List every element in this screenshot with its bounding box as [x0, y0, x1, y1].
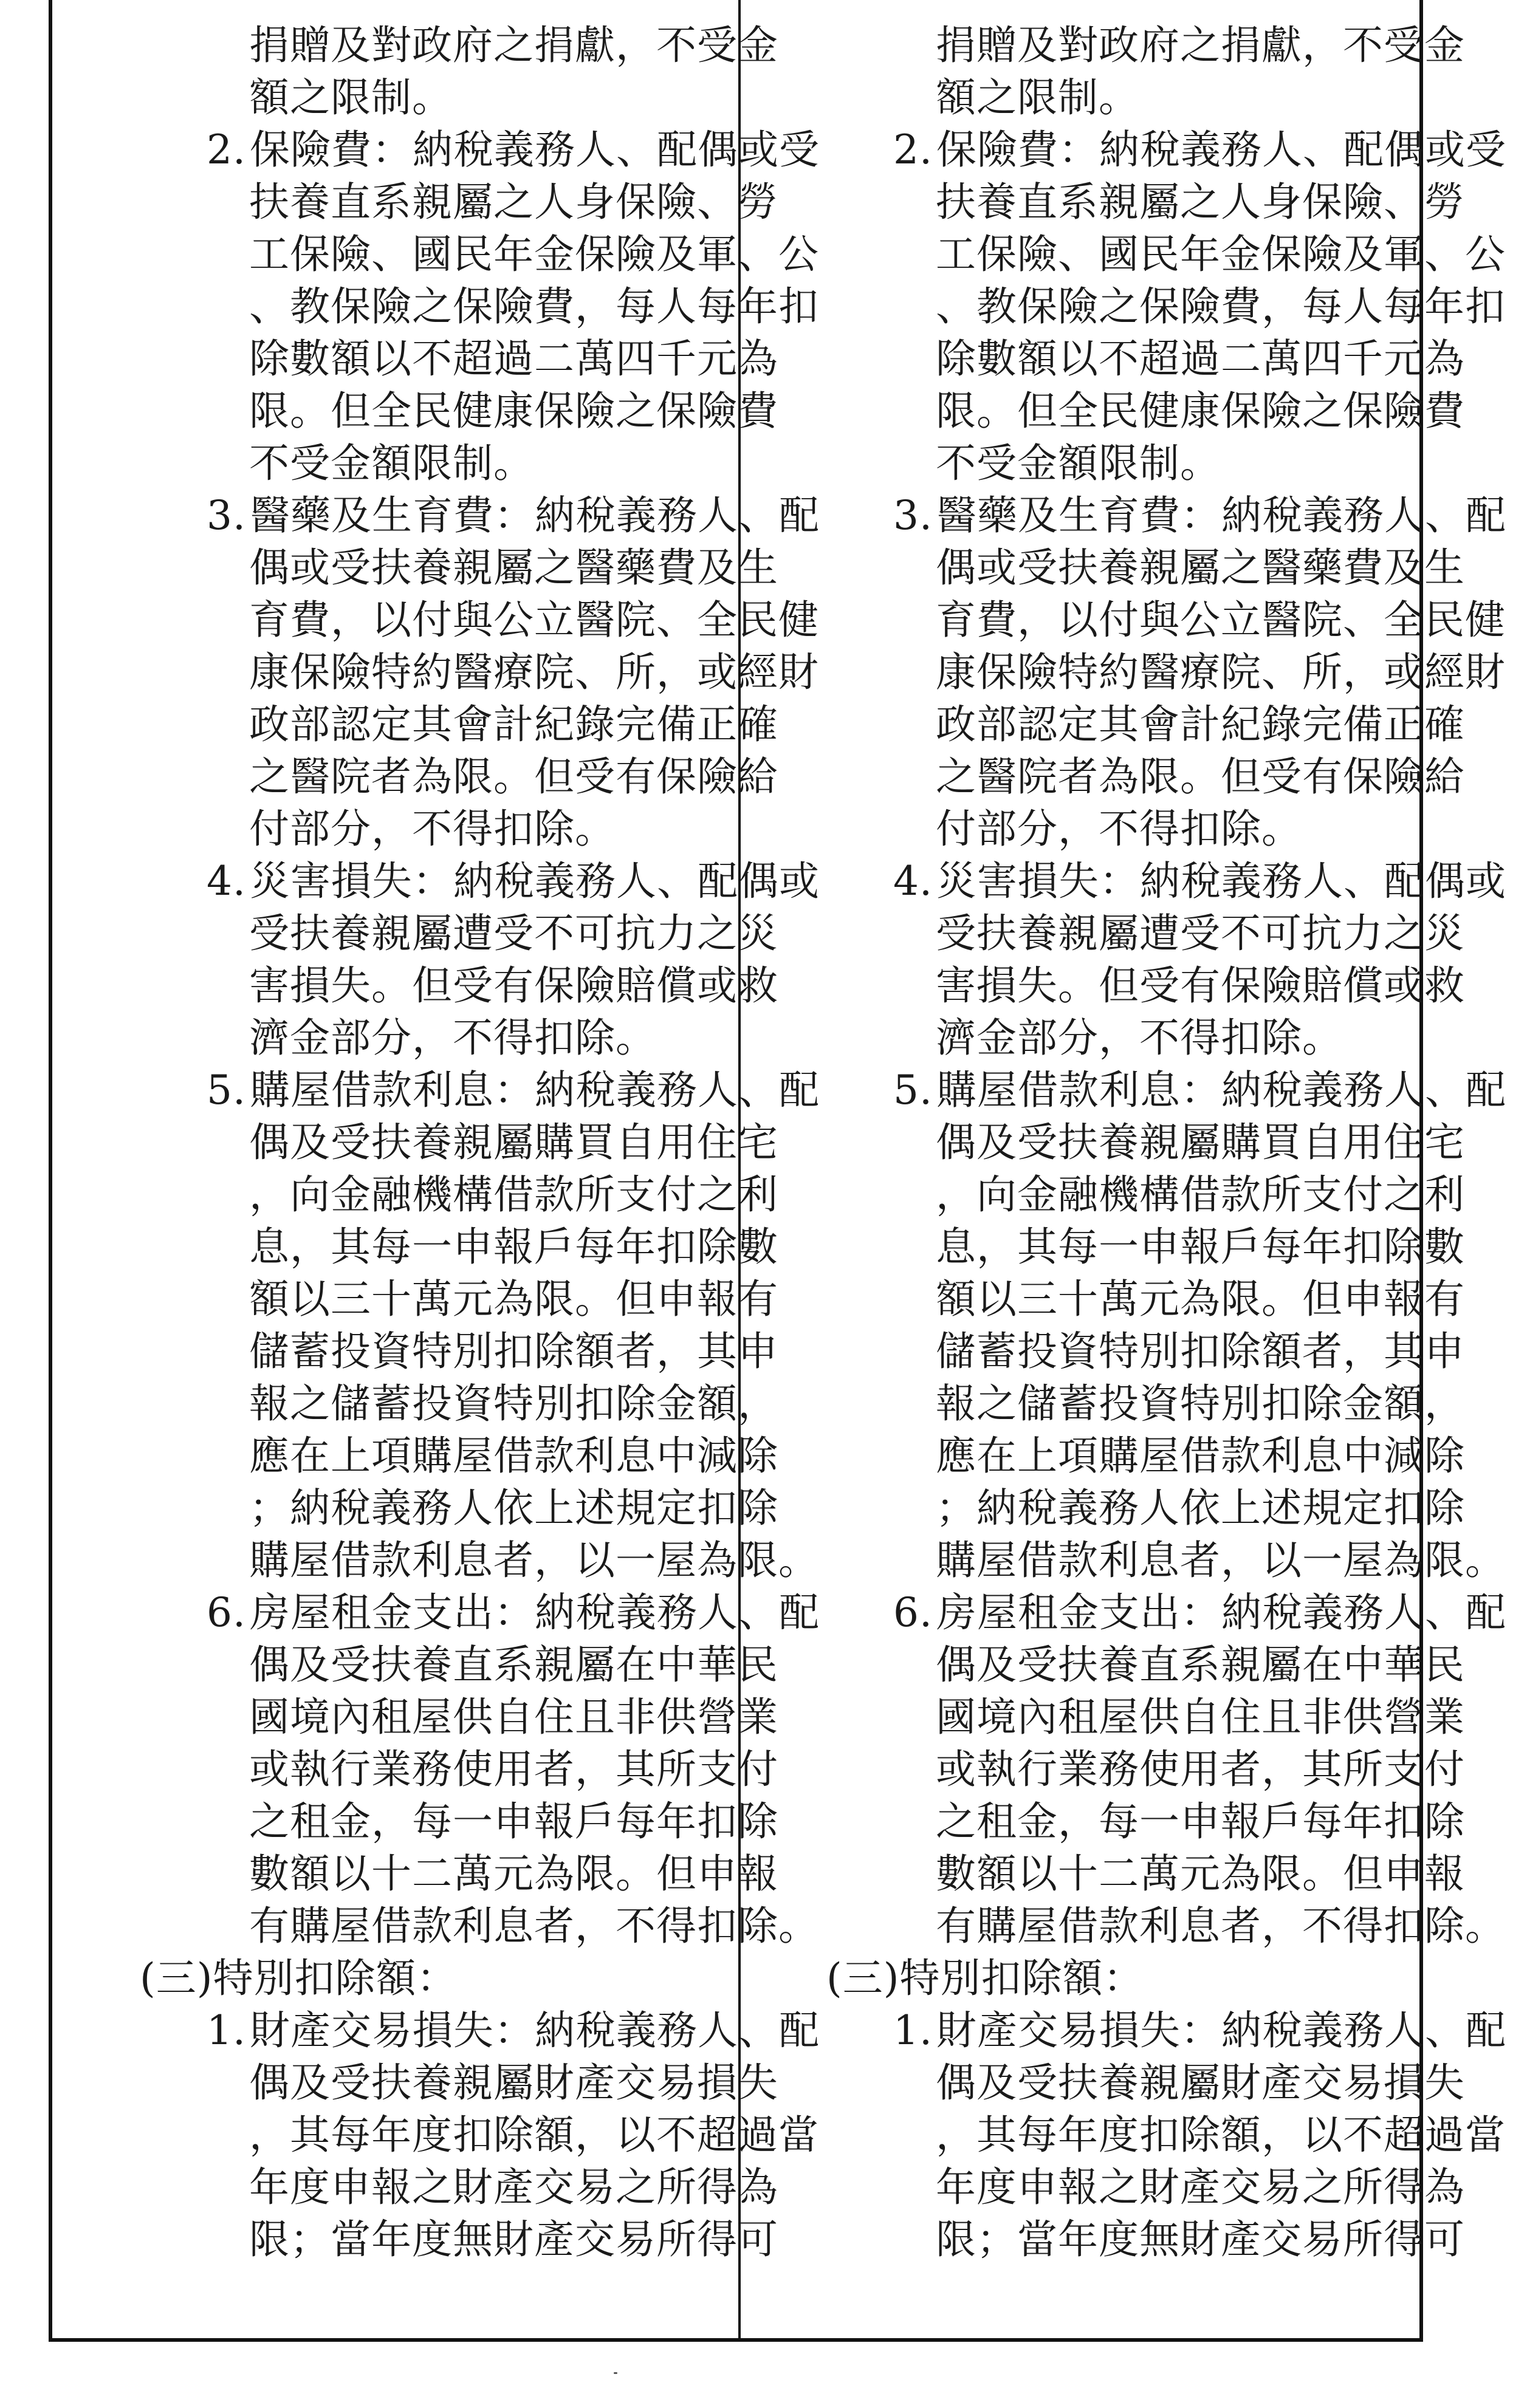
- list-item-start: [890, 2005, 1506, 2057]
- text-line: 有購屋借款利息者，不得扣除。: [249, 1903, 819, 1949]
- text-line: 或執行業務使用者，其所支付: [936, 1746, 1465, 1793]
- item-number: 1.: [893, 2007, 933, 2054]
- text-line: 不受金額限制。: [249, 440, 534, 487]
- text-line: 育費，以付與公立醫院、全民健: [936, 597, 1506, 643]
- text-line: 付部分，不得扣除。: [936, 806, 1302, 852]
- text-line: ，向金融機構借款所支付之利: [936, 1171, 1465, 1218]
- text-line: 工保險、國民年金保險及軍、公: [936, 231, 1506, 278]
- item-number: 5.: [893, 1067, 933, 1113]
- list-item-start: [204, 1587, 820, 1639]
- list-item-start: [890, 1064, 1506, 1117]
- text-line: 除數額以不超過二萬四千元為: [249, 335, 778, 382]
- list-item-start: [890, 124, 1506, 176]
- text-line: 捐贈及對政府之捐獻，不受金: [249, 22, 778, 69]
- item-text: 保險費：納稅義務人、配偶或受: [936, 126, 1506, 173]
- text-line: 報之儲蓄投資特別扣除金額，: [249, 1380, 778, 1427]
- list-item-start: [204, 1064, 820, 1117]
- text-line: 額以三十萬元為限。但申報有: [936, 1276, 1465, 1322]
- text-line: 儲蓄投資特別扣除額者，其申: [936, 1328, 1465, 1375]
- text-line: 付部分，不得扣除。: [249, 806, 616, 852]
- item-text: 醫藥及生育費：納稅義務人、配: [936, 492, 1506, 539]
- item-number: 3.: [893, 492, 933, 539]
- text-line: 數額以十二萬元為限。但申報: [936, 1850, 1465, 1897]
- text-line: 息，其每一申報戶每年扣除數: [249, 1223, 778, 1270]
- section-heading: (三)特別扣除額：: [140, 1955, 458, 2002]
- text-line: 偶或受扶養親屬之醫藥費及生: [249, 544, 778, 591]
- text-line: ，向金融機構借款所支付之利: [249, 1171, 778, 1218]
- right-column: [778, 0, 1506, 2333]
- text-line: 有購屋借款利息者，不得扣除。: [936, 1903, 1506, 1949]
- text-line: 年度申報之財產交易之所得為: [936, 2164, 1465, 2211]
- text-line: 購屋借款利息者，以一屋為限。: [936, 1537, 1506, 1584]
- text-line: 之醫院者為限。但受有保險給: [936, 753, 1465, 800]
- text-line: 受扶養親屬遭受不可抗力之災: [936, 910, 1465, 957]
- text-line: 國境內租屋供自住且非供營業: [249, 1694, 778, 1740]
- text-line: 應在上項購屋借款利息中減除: [249, 1432, 778, 1479]
- text-line: 害損失。但受有保險賠償或救: [249, 962, 778, 1009]
- text-line: ，其每年度扣除額，以不超過當: [249, 2112, 819, 2158]
- item-text: 財產交易損失：納稅義務人、配: [250, 2007, 820, 2054]
- text-line: 額以三十萬元為限。但申報有: [249, 1276, 778, 1322]
- text-line: 受扶養親屬遭受不可抗力之災: [249, 910, 778, 957]
- item-text: 購屋借款利息：納稅義務人、配: [250, 1067, 820, 1113]
- text-line: 、教保險之保險費，每人每年扣: [249, 283, 819, 330]
- text-line: 之醫院者為限。但受有保險給: [249, 753, 778, 800]
- item-text: 購屋借款利息：納稅義務人、配: [936, 1067, 1506, 1113]
- text-line: 扶養直系親屬之人身保險、勞: [936, 179, 1465, 225]
- text-line: ；納稅義務人依上述規定扣除: [936, 1485, 1465, 1531]
- text-line: ，其每年度扣除額，以不超過當: [936, 2112, 1506, 2158]
- list-item-start: [890, 1587, 1506, 1639]
- text-line: 偶及受扶養親屬購買自用住宅: [249, 1119, 778, 1166]
- text-line: 濟金部分，不得扣除。: [249, 1014, 656, 1061]
- text-line: 、教保險之保險費，每人每年扣: [936, 283, 1506, 330]
- scan-speck: [614, 2372, 617, 2374]
- text-line: 或執行業務使用者，其所支付: [249, 1746, 778, 1793]
- item-number: 2.: [207, 126, 246, 173]
- text-line: 額之限制。: [249, 74, 453, 121]
- list-item-start: [890, 490, 1506, 542]
- text-line: 不受金額限制。: [936, 440, 1221, 487]
- text-line: 康保險特約醫療院、所，或經財: [936, 649, 1506, 696]
- list-item-start: [204, 2005, 820, 2057]
- item-text: 財產交易損失：納稅義務人、配: [936, 2007, 1506, 2054]
- item-number: 6.: [893, 1589, 933, 1636]
- text-line: 濟金部分，不得扣除。: [936, 1014, 1343, 1061]
- text-line: 工保險、國民年金保險及軍、公: [249, 231, 819, 278]
- text-line: 捐贈及對政府之捐獻，不受金: [936, 22, 1465, 69]
- item-number: 3.: [207, 492, 246, 539]
- text-line: 偶及受扶養親屬購買自用住宅: [936, 1119, 1465, 1166]
- text-line: 應在上項購屋借款利息中減除: [936, 1432, 1465, 1479]
- text-line: 限。但全民健康保險之保險費: [936, 388, 1465, 434]
- text-line: 政部認定其會計紀錄完備正確: [936, 701, 1465, 748]
- list-item-start: [204, 490, 820, 542]
- text-line: 限；當年度無財產交易所得可: [936, 2216, 1465, 2263]
- text-line: 之租金，每一申報戶每年扣除: [936, 1798, 1465, 1845]
- text-line: 康保險特約醫療院、所，或經財: [249, 649, 819, 696]
- text-line: 限；當年度無財產交易所得可: [249, 2216, 778, 2263]
- text-line: 扶養直系親屬之人身保險、勞: [249, 179, 778, 225]
- text-line: 政部認定其會計紀錄完備正確: [249, 701, 778, 748]
- text-line: 年度申報之財產交易之所得為: [249, 2164, 778, 2211]
- item-number: 5.: [207, 1067, 246, 1113]
- text-line: 之租金，每一申報戶每年扣除: [249, 1798, 778, 1845]
- text-line: 儲蓄投資特別扣除額者，其申: [249, 1328, 778, 1375]
- text-line: 購屋借款利息者，以一屋為限。: [249, 1537, 819, 1584]
- text-line: 偶及受扶養親屬財產交易損失: [249, 2059, 778, 2106]
- item-number: 2.: [893, 126, 933, 173]
- text-line: 國境內租屋供自住且非供營業: [936, 1694, 1465, 1740]
- text-line: ；納稅義務人依上述規定扣除: [249, 1485, 778, 1531]
- text-line: 害損失。但受有保險賠償或救: [936, 962, 1465, 1009]
- list-item-start: [890, 855, 1506, 908]
- text-line: 息，其每一申報戶每年扣除數: [936, 1223, 1465, 1270]
- item-text: 災害損失：納稅義務人、配偶或: [250, 858, 820, 905]
- text-line: 報之儲蓄投資特別扣除金額，: [936, 1380, 1465, 1427]
- text-line: 偶及受扶養直系親屬在中華民: [249, 1641, 778, 1688]
- text-line: 限。但全民健康保險之保險費: [249, 388, 778, 434]
- item-text: 房屋租金支出：納稅義務人、配: [936, 1589, 1506, 1636]
- item-text: 房屋租金支出：納稅義務人、配: [250, 1589, 820, 1636]
- text-line: 偶或受扶養親屬之醫藥費及生: [936, 544, 1465, 591]
- text-line: 除數額以不超過二萬四千元為: [936, 335, 1465, 382]
- item-number: 6.: [207, 1589, 246, 1636]
- list-item-start: [204, 855, 820, 908]
- item-text: 醫藥及生育費：納稅義務人、配: [250, 492, 820, 539]
- item-text: 災害損失：納稅義務人、配偶或: [936, 858, 1506, 905]
- item-text: 保險費：納稅義務人、配偶或受: [250, 126, 820, 173]
- text-line: 偶及受扶養親屬財產交易損失: [936, 2059, 1465, 2106]
- item-number: 1.: [207, 2007, 246, 2054]
- list-item-start: [204, 124, 820, 176]
- section-heading: (三)特別扣除額：: [826, 1955, 1144, 2002]
- text-line: 育費，以付與公立醫院、全民健: [249, 597, 819, 643]
- left-column: [91, 0, 820, 2333]
- item-number: 4.: [893, 858, 933, 905]
- item-number: 4.: [207, 858, 246, 905]
- text-line: 偶及受扶養直系親屬在中華民: [936, 1641, 1465, 1688]
- text-line: 數額以十二萬元為限。但申報: [249, 1850, 778, 1897]
- text-line: 額之限制。: [936, 74, 1139, 121]
